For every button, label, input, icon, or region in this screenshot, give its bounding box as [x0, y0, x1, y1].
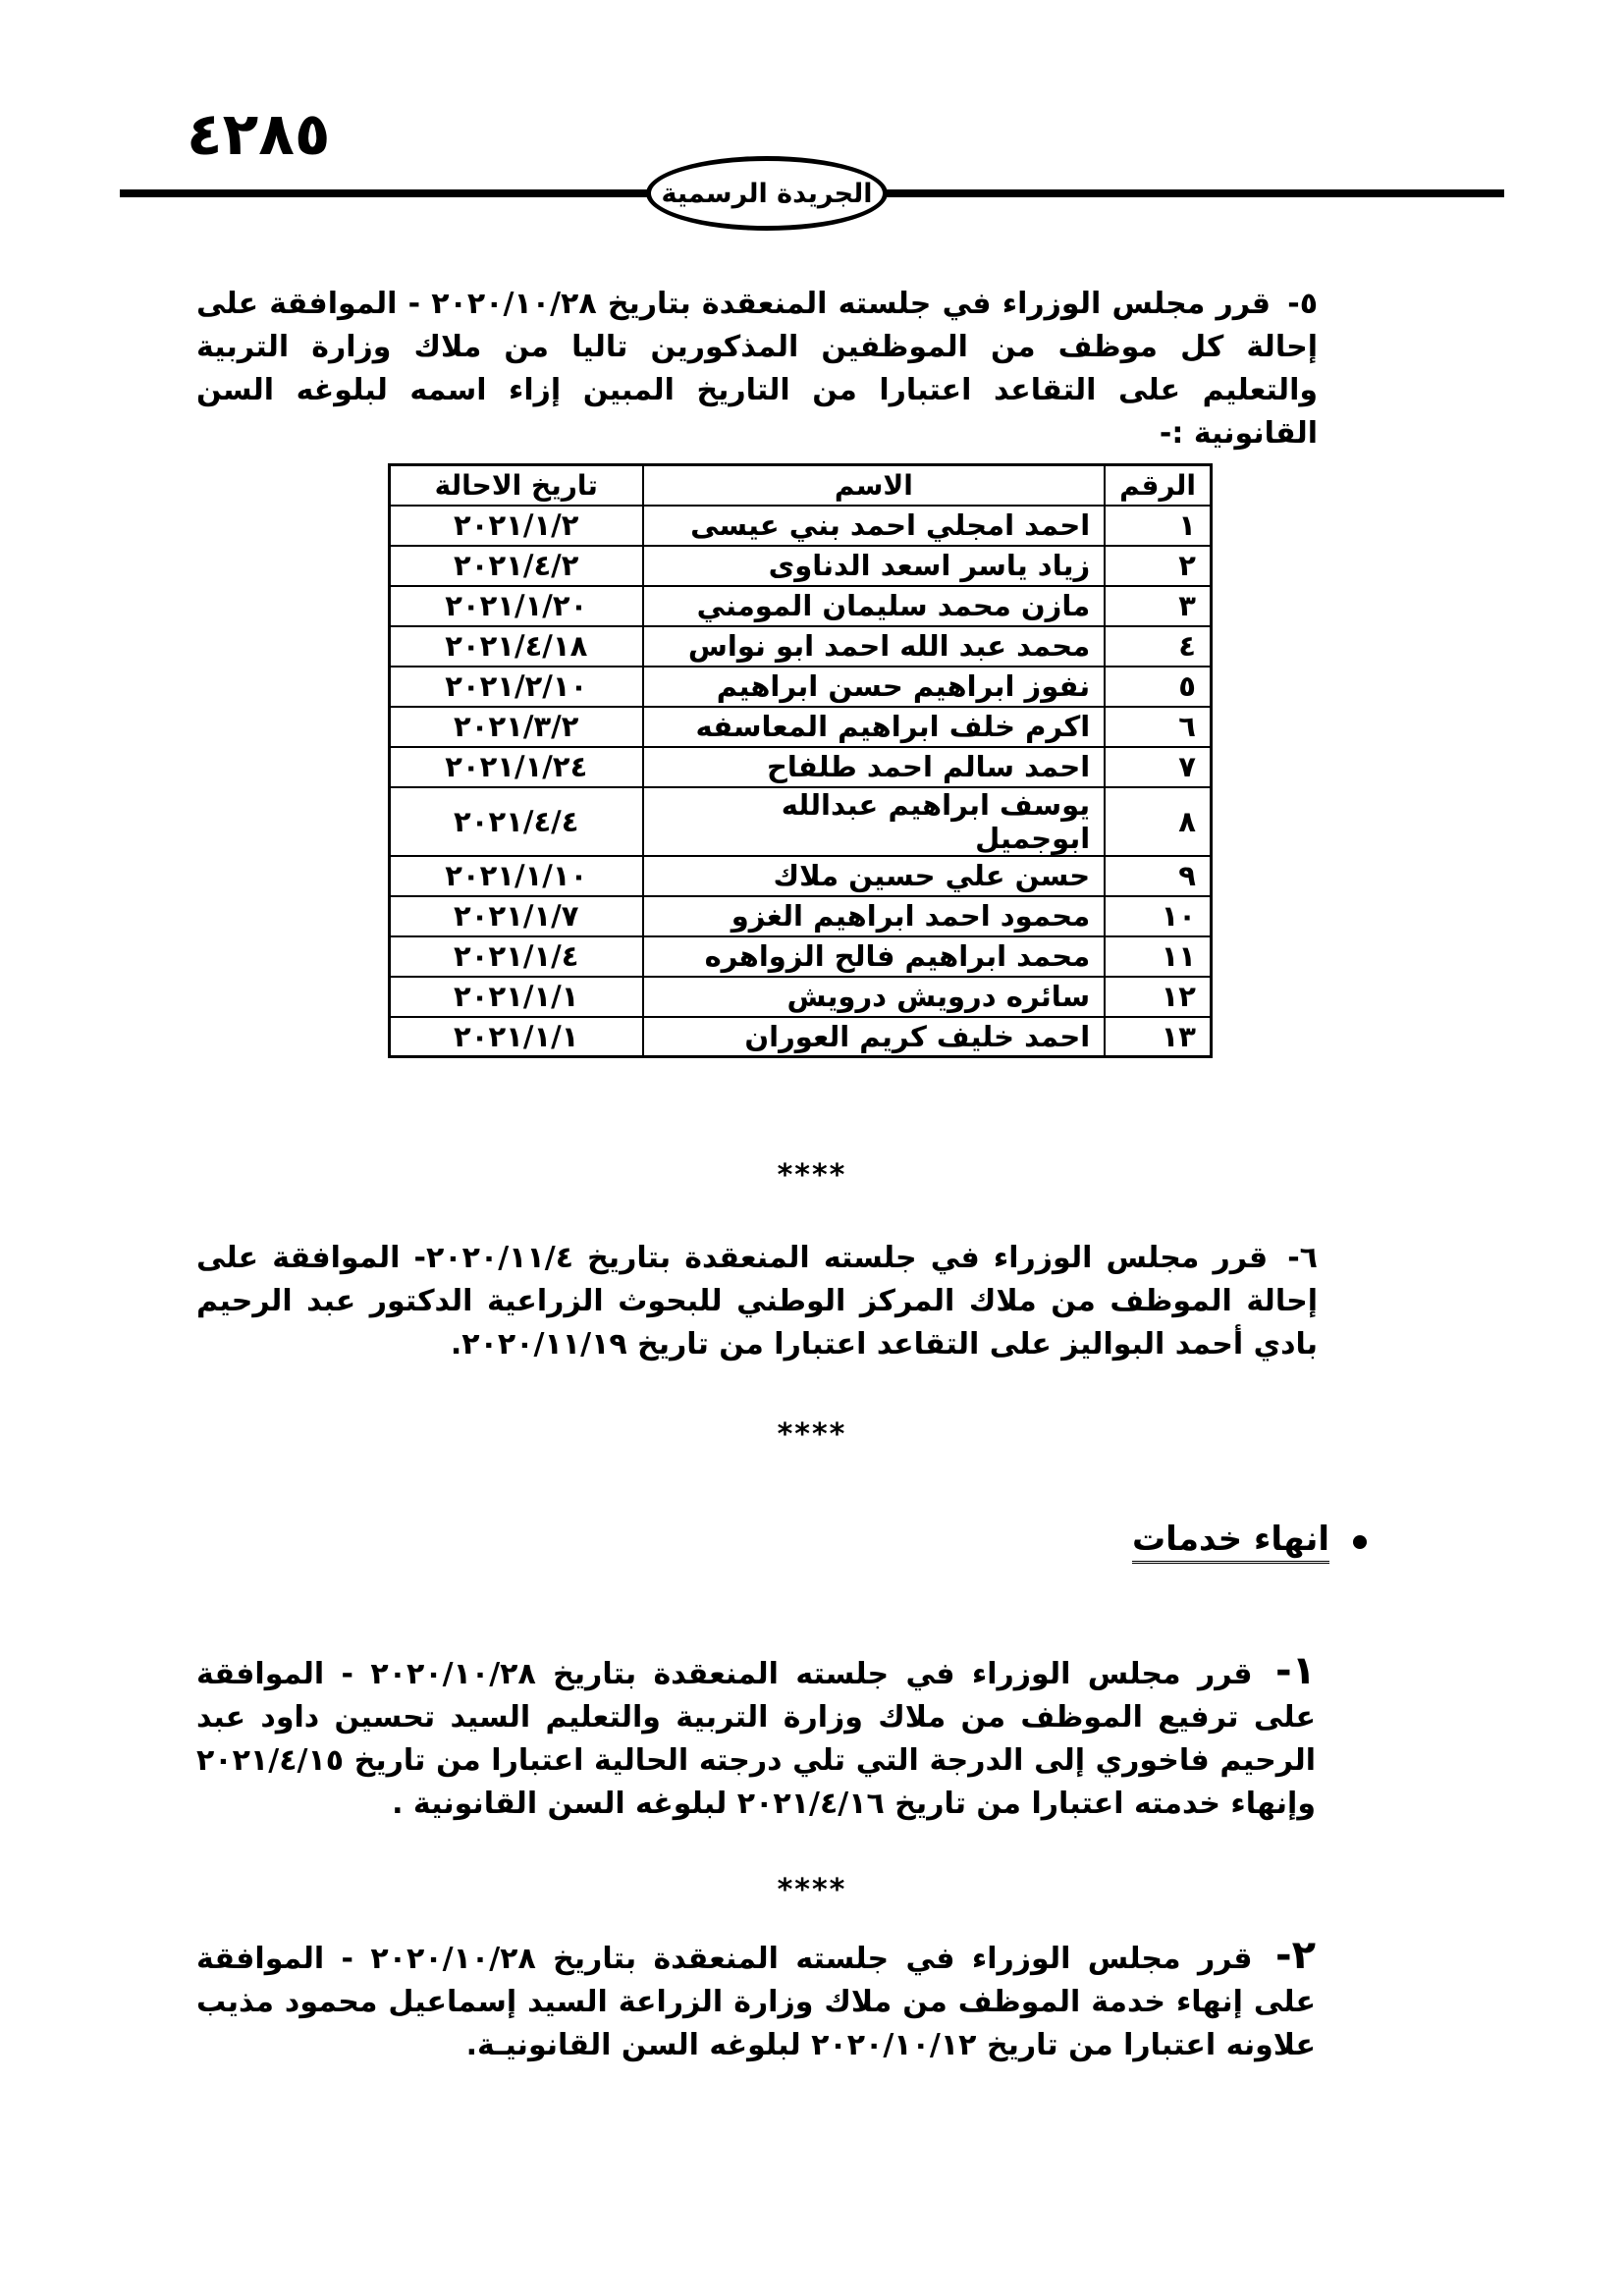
row-name: مازن محمد سليمان المومني	[643, 586, 1106, 626]
row-name: محمد ابراهيم فالح الزواهره	[643, 936, 1106, 977]
table-row	[390, 707, 1212, 747]
table-row	[390, 1017, 1212, 1057]
row-date: ٢٠٢١/١/١٠	[390, 856, 643, 896]
row-number: ٥	[1105, 667, 1211, 707]
termination-2-paragraph	[196, 1934, 1316, 2067]
row-date: ٢٠٢١/١/٢٠	[390, 586, 643, 626]
row-date: ٢٠٢١/١/١	[390, 1017, 643, 1057]
row-number: ١	[1105, 506, 1211, 546]
item-6-number: ٦-	[1287, 1241, 1318, 1275]
item-5-text: قرر مجلس الوزراء في جلسته المنعقدة بتاريخ ٢٠٢٠/١٠/٢٨ - الموافقة على إحالة كل موظف من الموظفين المذكورين تاليا من ملاك وزارة التربية والتعليم على التقاعد اعتبارا من التاريخ المبين إزاء اسمه لبلوغه السن القانونية :-	[196, 287, 1318, 451]
row-date: ٢٠٢١/١/١	[390, 977, 643, 1017]
page-number: ٤٢٨٥	[187, 100, 331, 169]
termination-2-number: ٢-	[1274, 1933, 1316, 1978]
table-row	[390, 856, 1212, 896]
row-name: اكرم خلف ابراهيم المعاسفه	[643, 707, 1106, 747]
row-date: ٢٠٢١/٤/٤	[390, 787, 643, 856]
row-name: محمد عبد الله احمد ابو نواس	[643, 626, 1106, 667]
table-row	[390, 747, 1212, 787]
gazette-name: الجريدة الرسمية	[661, 178, 873, 209]
row-name: زياد ياسر اسعد الدناوى	[643, 546, 1106, 586]
row-date: ٢٠٢١/٤/٢	[390, 546, 643, 586]
row-number: ١٢	[1105, 977, 1211, 1017]
table-row	[390, 896, 1212, 936]
row-date: ٢٠٢١/٣/٢	[390, 707, 643, 747]
table-row	[390, 626, 1212, 667]
row-date: ٢٠٢١/١/٢٤	[390, 747, 643, 787]
row-number: ١٠	[1105, 896, 1211, 936]
row-number: ٢	[1105, 546, 1211, 586]
retirement-table	[388, 463, 1213, 1058]
table-row	[390, 586, 1212, 626]
item-6-text: قرر مجلس الوزراء في جلسته المنعقدة بتاريخ ٢٠٢٠/١١/٤- الموافقة على إحالة الموظف من ملاك المركز الوطني للبحوث الزراعية الدكتور عبد الرحيم بادي أحمد البواليز على التقاعد اعتبارا من تاريخ ٢٠٢٠/١١/١٩.	[196, 1241, 1318, 1362]
termination-1-text: قرر مجلس الوزراء في جلسته المنعقدة بتاريخ ٢٠٢٠/١٠/٢٨ - الموافقة على ترفيع الموظف من ملاك وزارة التربية والتعليم السيد تحسين داود عبد الرحيم فاخوري إلى الدرجة التي تلي درجته الحالية اعتبارا من تاريخ ٢٠٢١/٤/١٥ وإنهاء خدمته اعتبارا من تاريخ ٢٠٢١/٤/١٦ لبلوغه السن القانونية .	[196, 1657, 1316, 1821]
row-name: احمد سالم احمد طلفاح	[643, 747, 1106, 787]
table-row	[390, 667, 1212, 707]
table-row	[390, 977, 1212, 1017]
header-name: الاسم	[643, 465, 1106, 506]
row-name: احمد خليف كريم العوران	[643, 1017, 1106, 1057]
header-date: تاريخ الاحالة	[390, 465, 643, 506]
item-5-number: ٥-	[1287, 287, 1318, 321]
row-number: ٩	[1105, 856, 1211, 896]
row-date: ٢٠٢١/١/٢	[390, 506, 643, 546]
table-header-row	[390, 465, 1212, 506]
termination-1-number: ١-	[1274, 1648, 1316, 1693]
row-number: ٦	[1105, 707, 1211, 747]
header-number: الرقم	[1105, 465, 1211, 506]
item-6-paragraph	[196, 1237, 1318, 1366]
termination-1-paragraph	[196, 1649, 1316, 1826]
row-name: احمد امجلي احمد بني عيسى	[643, 506, 1106, 546]
row-number: ٤	[1105, 626, 1211, 667]
table-row	[390, 506, 1212, 546]
row-date: ٢٠٢١/١/٤	[390, 936, 643, 977]
row-date: ٢٠٢١/٢/١٠	[390, 667, 643, 707]
table-row	[390, 546, 1212, 586]
row-number: ٣	[1105, 586, 1211, 626]
table-row	[390, 787, 1212, 856]
row-name: نفوز ابراهيم حسن ابراهيم	[643, 667, 1106, 707]
row-date: ٢٠٢١/١/٧	[390, 896, 643, 936]
row-name: يوسف ابراهيم عبدالله ابوجميل	[643, 787, 1106, 856]
row-number: ١١	[1105, 936, 1211, 977]
row-name: محمود احمد ابراهيم الغزو	[643, 896, 1106, 936]
table-row	[390, 936, 1212, 977]
item-5-paragraph	[196, 283, 1318, 455]
section-title: انهاء خدمات	[1132, 1520, 1329, 1564]
termination-2-text: قرر مجلس الوزراء في جلسته المنعقدة بتاريخ ٢٠٢٠/١٠/٢٨ - الموافقة على إنهاء خدمة الموظف من ملاك وزارة الزراعة السيد إسماعيل محمود مذيب علاونه اعتبارا من تاريخ ٢٠٢٠/١٠/١٢ لبلوغه السن القانونيـة.	[196, 1942, 1316, 2062]
row-number: ٨	[1105, 787, 1211, 856]
section-heading	[1132, 1520, 1367, 1564]
gazette-name-oval	[646, 156, 888, 231]
bullet-icon	[1353, 1535, 1367, 1549]
separator-stars: ****	[777, 1873, 847, 1907]
row-number: ٧	[1105, 747, 1211, 787]
row-name: حسن علي حسين ملاك	[643, 856, 1106, 896]
row-date: ٢٠٢١/٤/١٨	[390, 626, 643, 667]
separator-stars: ****	[777, 1158, 847, 1193]
row-name: سائره درويش درويش	[643, 977, 1106, 1017]
separator-stars: ****	[777, 1417, 847, 1452]
row-number: ١٣	[1105, 1017, 1211, 1057]
